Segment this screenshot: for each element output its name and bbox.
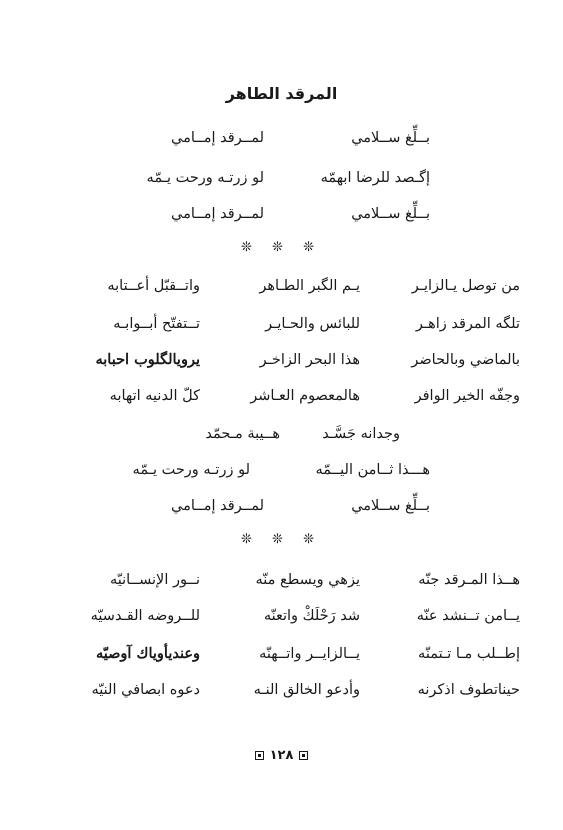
verse-segment: يــالزايــر واتــهنّه — [259, 646, 360, 662]
verse-segment: هــذا المـرقد جنّه — [418, 572, 520, 588]
verse-hemistich: لو زرتـه ورحت يـمّه — [146, 170, 264, 186]
verse-hemistich: هــيبة مـحمّد — [205, 426, 280, 442]
verse-line — [40, 202, 520, 226]
verse-line — [40, 126, 520, 150]
section-divider: ❊ ❊ ❊ — [241, 532, 322, 547]
verse-segment: وأدعو الخالق النـه — [253, 682, 360, 698]
verse-segment: وجفّه الخير الوافر — [414, 388, 520, 404]
verse-segment: هالمعصوم العـاشر — [250, 388, 360, 404]
verse-segment: من توصل يـالزايـر — [411, 278, 520, 294]
verse-line — [40, 422, 520, 446]
verse-segment: وعنديأوياك آوصيّه — [95, 645, 200, 662]
verse-line — [40, 312, 520, 336]
verse-line — [40, 568, 520, 592]
verse-segment: كلّ الدنيه اتهابه — [109, 388, 200, 404]
verse-hemistich: بــلِّغ ســلامي — [351, 130, 430, 146]
verse-hemistich: بــلِّغ ســلامي — [351, 498, 430, 514]
verse-hemistich: لمــرقد إمــامي — [170, 206, 264, 222]
square-ornament-icon — [255, 751, 264, 760]
verse-hemistich: لمــرقد إمــامي — [170, 498, 264, 514]
verse-line — [40, 274, 520, 298]
page-number-text: ١٢٨ — [269, 748, 294, 763]
verse-segment: نــور الإنســانيّه — [109, 572, 200, 588]
verse-line — [40, 166, 520, 190]
verse-line — [40, 458, 520, 482]
verse-hemistich: وجدانه جَسَّـد — [322, 426, 400, 442]
verse-segment: يرويالگلوب احبابه — [95, 351, 200, 368]
verse-segment: دعوه ابصافي النيّه — [91, 682, 200, 698]
verse-segment: للــروضه القـدسيّه — [90, 608, 200, 624]
verse-segment: واتــقبّل أعــتابه — [107, 278, 200, 294]
verse-line — [40, 384, 520, 408]
verse-segment: يـم الگبر الطـاهر — [259, 278, 360, 294]
verse-segment: تــتفتّح أبــوابـه — [113, 316, 200, 332]
verse-line — [40, 642, 520, 666]
verse-line — [40, 678, 520, 702]
verse-hemistich: إگـصد للرضا ابهمّه — [320, 170, 430, 186]
verse-line — [40, 348, 520, 372]
verse-line — [40, 494, 520, 518]
verse-segment: هذا البحر الزاخـر — [259, 352, 360, 368]
verse-hemistich: لمــرقد إمــامي — [170, 130, 264, 146]
page-number — [0, 748, 563, 763]
section-divider: ❊ ❊ ❊ — [241, 240, 322, 255]
verse-hemistich: بــلِّغ ســلامي — [351, 206, 430, 222]
verse-segment: إطــلب مـا تـتمنّه — [418, 646, 520, 662]
verse-line — [40, 604, 520, 628]
verse-segment: تلگه المرقد زاهـر — [415, 316, 520, 332]
verse-segment: للبائس والحـايـر — [265, 316, 360, 332]
verse-segment: حيناتطوف اذكرنه — [417, 682, 520, 698]
verse-hemistich: هـــذا ثــامن اليــمّه — [315, 462, 430, 478]
verse-segment: يزهي ويسطع منّه — [255, 572, 360, 588]
verse-segment: شد رَحْلَكْ واتعنّه — [263, 608, 360, 624]
poem-title: المرقد الطاهر — [225, 84, 338, 103]
verse-segment: بالماضي وبالحاضر — [411, 352, 520, 368]
square-ornament-icon — [299, 751, 308, 760]
verse-segment: يــامن تــنشد عنّه — [416, 608, 520, 624]
verse-hemistich: لو زرتـه ورحت يـمّه — [132, 462, 250, 478]
